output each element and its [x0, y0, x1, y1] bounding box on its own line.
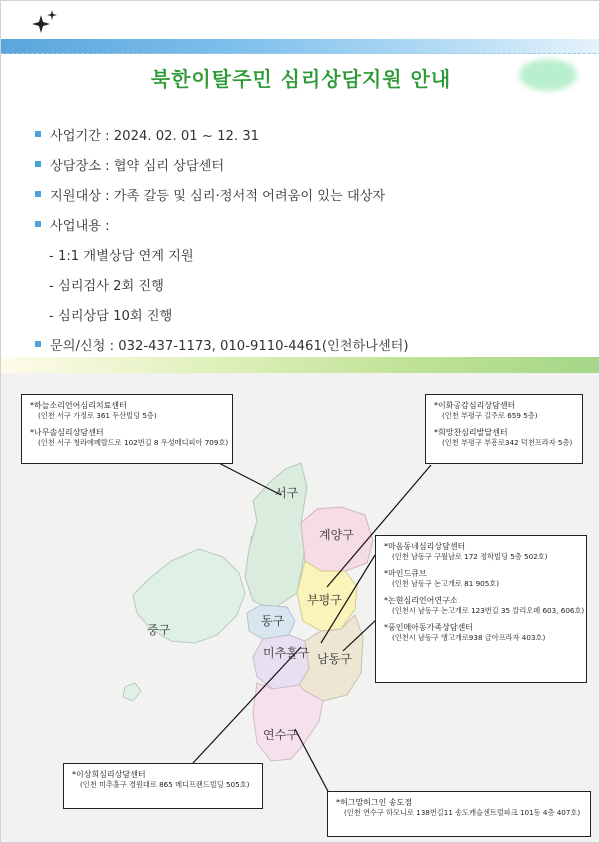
info-item: - 1:1 개별상담 연계 지원 — [49, 248, 194, 264]
center-name: *마인드큐브 — [384, 569, 427, 578]
center-address: (인천 연수구 하모니로 138번길11 송도캐슬센트럴파크 101동 4층 407호) — [344, 808, 581, 817]
center-name: *논현심리언어연구소 — [384, 596, 458, 605]
label-namdong: 남동구 — [317, 652, 352, 666]
connector-line — [295, 729, 331, 797]
center-address: (인천 서구 청라에메랄드로 102번길 8 우성메디피아 709호) — [38, 438, 229, 447]
center-name: *마음동네심리상담센터 — [384, 542, 466, 551]
center-address: (인천 남동구 구월남로 172 정학빌딩 5층 502호) — [392, 552, 548, 561]
center-name: *허그맘허그인 송도점 — [336, 798, 413, 807]
center-box-yeonsu — [327, 791, 591, 837]
center-name: *이상희심리상담센터 — [72, 770, 146, 779]
center-box-namdong — [375, 535, 587, 683]
info-item: - 심리검사 2회 진행 — [49, 278, 164, 294]
district-jung-islet — [123, 683, 141, 701]
center-address: (인천시 남동구 논고개로 123번길 35 칼리오페 603, 606호) — [392, 606, 585, 615]
center-name: *풍인메아동가족상담센터 — [384, 623, 474, 632]
info-contact: 문의/신청 : 032-437-1173, 010-9110-4461(인천하나센터) — [35, 329, 575, 359]
info-place: 상담장소 : 협약 심리 상담센터 — [35, 149, 575, 179]
center-address: (인천 부평구 부흥로342 덕천프라자 5층) — [442, 438, 573, 447]
connector-line — [211, 459, 281, 495]
label-bupyeong: 부평구 — [307, 593, 342, 607]
center-name: *이화공감심리상담센터 — [434, 401, 516, 410]
label-gyeyang: 계양구 — [319, 528, 354, 542]
info-period: 사업기간 : 2024. 02. 01 ~ 12. 31 — [35, 119, 575, 149]
bullet-icon — [35, 341, 41, 347]
center-address: (인천 미추홀구 경원대로 865 메디프랜드빌딩 505호) — [80, 780, 250, 789]
label-yeonsu: 연수구 — [263, 728, 298, 742]
label-seo: 서구 — [275, 486, 299, 500]
bullet-icon — [35, 221, 41, 227]
center-address: (인천시 남동구 앵고개로938 금아프라자 403호) — [392, 633, 546, 642]
center-name: *희망찬심리발달센터 — [434, 428, 508, 437]
header-band — [1, 39, 600, 54]
center-name: *나무솔심리상담센터 — [30, 428, 104, 437]
bullet-icon — [35, 161, 41, 167]
info-content: 사업내용 : — [35, 209, 575, 239]
page-title: 북한이탈주민 심리상담지원 안내 — [150, 67, 452, 91]
sparkle-icon — [29, 9, 59, 37]
info-item: - 심리상담 10회 진행 — [49, 308, 173, 324]
label-michuhol: 미추홀구 — [263, 646, 310, 660]
label-dong: 동구 — [261, 614, 285, 628]
district-yeonsu — [253, 683, 323, 761]
center-box-bupyeong — [425, 394, 583, 464]
program-info — [35, 119, 575, 359]
district-michuhol — [253, 635, 309, 689]
info-target: 지원대상 : 가족 갈등 및 심리·정서적 어려움이 있는 대상자 — [35, 179, 575, 209]
label-jung: 중구 — [147, 623, 171, 637]
center-box-michuhol — [63, 763, 263, 809]
center-address: (인천 서구 가정로 361 두산빌딩 5층) — [38, 411, 157, 420]
center-address: (인천 부평구 길주로 659 5층) — [442, 411, 538, 420]
center-box-seo — [21, 394, 233, 464]
bullet-icon — [35, 131, 41, 137]
center-name: *하늘소리언어심리치료센터 — [30, 401, 127, 410]
district-seo — [245, 463, 307, 609]
divider-band — [1, 357, 600, 373]
center-address: (인천 남동구 논고개로 81 905호) — [392, 579, 500, 588]
bullet-icon — [35, 191, 41, 197]
